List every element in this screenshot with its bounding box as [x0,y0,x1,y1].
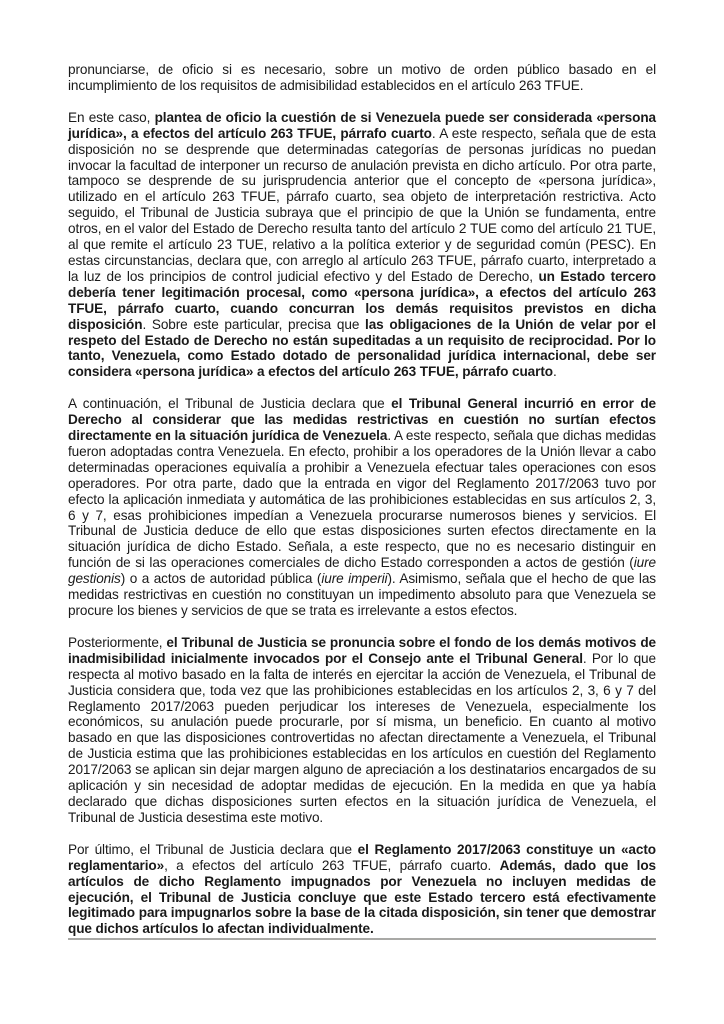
document-body [68,62,656,953]
emphasis-segment: el Tribunal General incurrió en error de Derecho al considerar que las medidas restrictivas en cuestión no surtían efectos directamente en la situación jurídica de Venezuela [68,396,656,444]
paragraph-4 [68,635,656,826]
text-segment: . Sobre este particular, precisa que [142,316,366,332]
emphasis-segment: Además, dado que los artículos de dicho Reglamento impugnados por Venezuela no incluyen medidas de ejecución, el Tribunal de Justicia concluye que este Estado tercero está efectivamente legitimado para impugnarlos sobre la base de la citada disposición, sin tener que demostrar que dichos artículos lo afectan individualmente. [68,857,657,937]
emphasis-segment: plantea de oficio la cuestión de si Venezuela puede ser considerada «persona jurídica», a efectos del artículo 263 TFUE, párrafo cuarto [68,109,656,141]
text-segment: ). Asimismo, señala que el hecho de que las medidas restrictivas en cuestión no constituyan un impedimento absoluto para que Venezuela se procure los bienes y servicios de que se trata es irrelevante a estos efectos. [68,571,657,618]
text-segment: pronunciarse, de oficio si es necesario, sobre un motivo de orden público basado en el incumplimiento de los requisitos de admisibilidad establecidos en el artículo 263 TFUE. [68,62,656,93]
text-segment: . Por lo que respecta al motivo basado en la falta de interés en ejercitar la acción de Venezuela, el Tribunal de Justicia considera que, toda vez que las prohibiciones establecidas en los artículos 2, 3, 6 y 7 del Reglamento 2017/2063 pueden perjudicar los intereses de Venezuela, especialmente los económicos, su anulación puede procurarle, por sí misma, un beneficio. En cuanto al motivo basado en que las disposiciones controvertidas no afectan directamente a Venezuela, el Tribunal de Justicia estima que las prohibiciones establecidas en los artículos en cuestión del Reglamento 2017/2063 se aplican sin dejar margen alguno de apreciación a los destinatarios encargados de su aplicación y sin necesidad de adoptar medidas de ejecución. En la medida en que ya había declarado que dichas disposiciones surten efectos en la situación jurídica de Venezuela, el Tribunal de Justicia desestima este motivo. [68,650,656,825]
emphasis-segment: el Tribunal de Justicia se pronuncia sobre el fondo de los demás motivos de inadmisibilidad inicialmente invocados por el Consejo ante el Tribunal General [68,634,656,666]
text-segment: . A este respecto, señala que dichas medidas fueron adoptadas contra Venezuela. En efecto, prohibir a los operadores de la Unión llevar a cabo determinadas operaciones equivalía a prohibir a Venezuela efectuar tales operaciones con esos operadores. Por otra parte, dado que la entrada en vigor del Reglamento 2017/2063 tuvo por efecto la aplicación inmediata y automática de las prohibiciones establecidas en sus artículos 2, 3, 6 y 7, esas prohibiciones impedían a Venezuela procurarse numerosos bienes y servicios. El Tribunal de Justicia deduce de ello que estas disposiciones surten efectos directamente en la situación jurídica de dicho Estado. Señala, a este respecto, que no es necesario distinguir en función de si las operaciones comerciales de dicho Estado corresponden a actos de gestión ( [68,428,656,571]
section-divider [68,938,656,940]
paragraph-5 [68,842,656,937]
text-segment: Posteriormente, [68,634,167,650]
text-segment: En este caso, [68,109,155,125]
text-segment: . A este respecto, señala que de esta disposición no se desprende que determinadas categorías de personas jurídicas no puedan invocar la facultad de interponer un recurso de anulación prevista en dicho artículo. Por otra parte, tampoco se desprende de su jurisprudencia anterior que el concepto de «persona jurídica», utilizado en el artículo 263 TFUE, párrafo cuarto, sea objeto de interpretación restrictiva. Acto seguido, el Tribunal de Justicia subraya que el principio de que la Unión se fundamenta, entre otros, en el valor del Estado de Derecho resulta tanto del artículo 2 TUE como del artículo 21 TUE, al que remite el artículo 23 TUE, relativo a la política exterior y de seguridad común (PESC). En estas circunstancias, declara que, con arreglo al artículo 263 TFUE, párrafo cuarto, interpretado a la luz de los principios de control judicial efectivo y del Estado de Derecho, [68,125,656,284]
latin-term: iure imperii [321,571,388,587]
emphasis-segment: las obligaciones de la Unión de velar por el respeto del Estado de Derecho no están supeditadas a un requisito de reciprocidad. Por lo tanto, Venezuela, como Estado dotado de personalidad jurídica internacional, debe ser considera «persona jurídica» a efectos del artículo 263 TFUE, párrafo cuarto [68,316,656,380]
text-segment: , a efectos del artículo 263 TFUE, párrafo cuarto. [164,857,500,873]
text-segment: . [552,364,557,380]
paragraph-1 [68,62,656,94]
paragraph-2 [68,110,656,380]
emphasis-segment: un Estado tercero debería tener legitimación procesal, como «persona jurídica», a efectos del artículo 263 TFUE, párrafo cuarto, cuando concurran los demás requisitos previstos en dicha disposición [68,268,657,332]
emphasis-segment: el Reglamento 2017/2063 constituye un «acto reglamentario» [68,841,656,873]
text-segment: ) o a actos de autoridad pública ( [120,571,322,587]
latin-term: iure gestionis [68,555,656,587]
text-segment: A continuación, el Tribunal de Justicia declara que [68,396,392,412]
text-segment: Por último, el Tribunal de Justicia declara que [68,841,358,857]
paragraph-3 [68,396,656,619]
